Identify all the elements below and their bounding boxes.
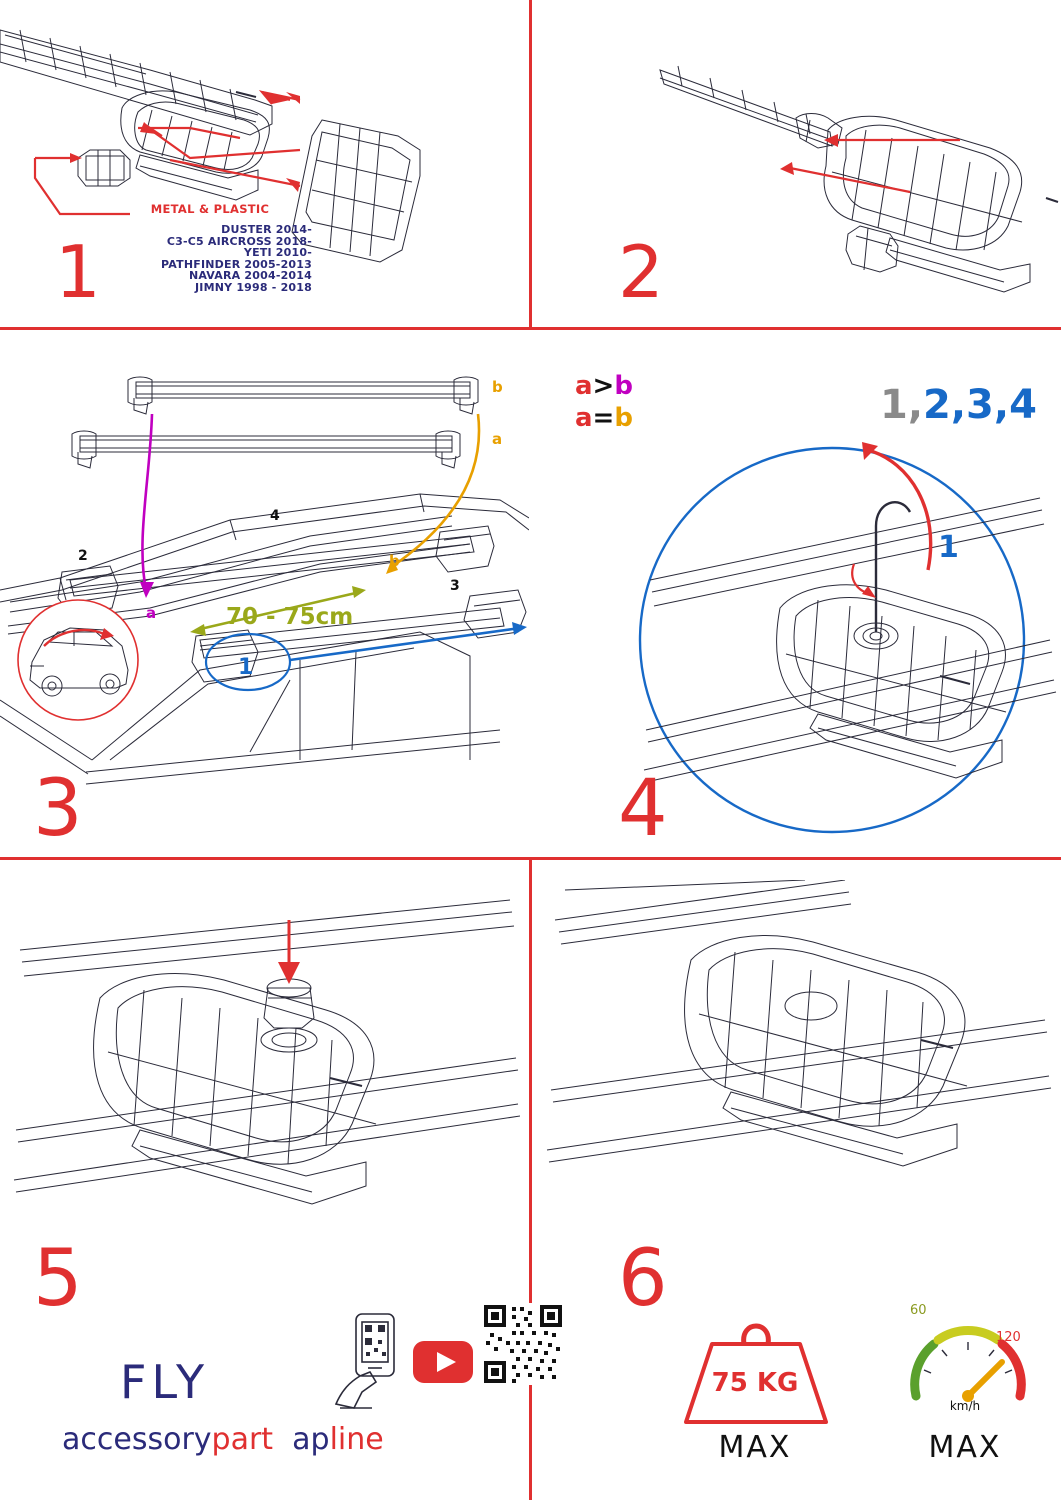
bar-tag-a-top: a — [492, 430, 503, 448]
phone-qr-scan-icon — [332, 1312, 402, 1412]
brand-accessory: accessory — [62, 1422, 212, 1457]
metal-plastic-note: METAL & PLASTIC — [150, 202, 270, 216]
bar-tag-b-top: b — [492, 378, 503, 396]
step-number-4: 4 — [618, 764, 668, 854]
ab-legend — [575, 370, 633, 434]
step-number-2: 2 — [618, 230, 664, 314]
vehicle-item: C3-C5 AIRCROSS 2018- — [166, 234, 312, 248]
panel5-illustration — [10, 880, 520, 1220]
order-rest: 2,3,4 — [923, 382, 1037, 428]
qr-code — [482, 1303, 564, 1385]
vehicle-item: NAVARA 2004-2014 — [188, 269, 312, 282]
brand-subtitle — [62, 1422, 384, 1457]
max-speed-label: MAX — [928, 1430, 1002, 1465]
foot-number-3: 3 — [450, 578, 460, 594]
brand-title: FLY — [120, 1355, 210, 1409]
vehicle-item: PATHFINDER 2005-2013 — [161, 257, 312, 271]
vehicle-item: DUSTER 2014- — [221, 223, 312, 236]
bar-tag-a-roof: a — [146, 604, 157, 622]
step-number-6: 6 — [618, 1234, 668, 1324]
legend-eq: = — [592, 403, 615, 433]
vehicle-list — [80, 224, 312, 293]
car-direction-thumbnail — [18, 600, 138, 720]
brand-part: part — [211, 1422, 274, 1457]
gauge-max-label: 120 — [996, 1330, 1021, 1345]
legend-line-2 — [575, 402, 633, 434]
tightening-order-label — [880, 382, 1037, 428]
panel6-illustration — [545, 880, 1055, 1220]
max-weight-value: 75 KG — [711, 1368, 799, 1398]
max-weight-label: MAX — [718, 1430, 792, 1465]
brand-ap: ap — [292, 1422, 330, 1457]
panel4-illustration — [610, 440, 1061, 840]
bar-tag-b-roof: b — [389, 552, 400, 570]
step-number-3: 3 — [33, 764, 83, 854]
foot-number-2: 2 — [78, 548, 88, 564]
legend-b: b — [614, 371, 633, 401]
foot-number-4: 4 — [270, 508, 280, 524]
brand-line: line — [329, 1422, 384, 1457]
legend-a2: a — [575, 403, 593, 433]
step-number-1: 1 — [55, 230, 101, 314]
distance-label: 70 - 75cm — [226, 604, 354, 630]
gauge-min-label: 60 — [910, 1303, 927, 1318]
foot-number-1: 1 — [238, 655, 254, 680]
youtube-icon[interactable] — [412, 1340, 474, 1384]
vehicle-item: JIMNY 1998 - 2018 — [195, 280, 312, 294]
speed-unit-label: km/h — [949, 1399, 981, 1413]
order-first: 1, — [880, 382, 924, 428]
vehicle-item: YETI 2010- — [243, 246, 312, 259]
legend-b2: b — [614, 403, 633, 433]
divider-vertical-bottom — [529, 857, 532, 1500]
divider-vertical-top — [529, 0, 532, 327]
step-number-5: 5 — [33, 1234, 83, 1324]
legend-gt: > — [592, 371, 615, 401]
divider-horizontal-1 — [0, 327, 1061, 330]
panel4-callout-1: 1 — [938, 530, 959, 565]
legend-line-1 — [575, 370, 633, 402]
legend-a: a — [575, 371, 593, 401]
